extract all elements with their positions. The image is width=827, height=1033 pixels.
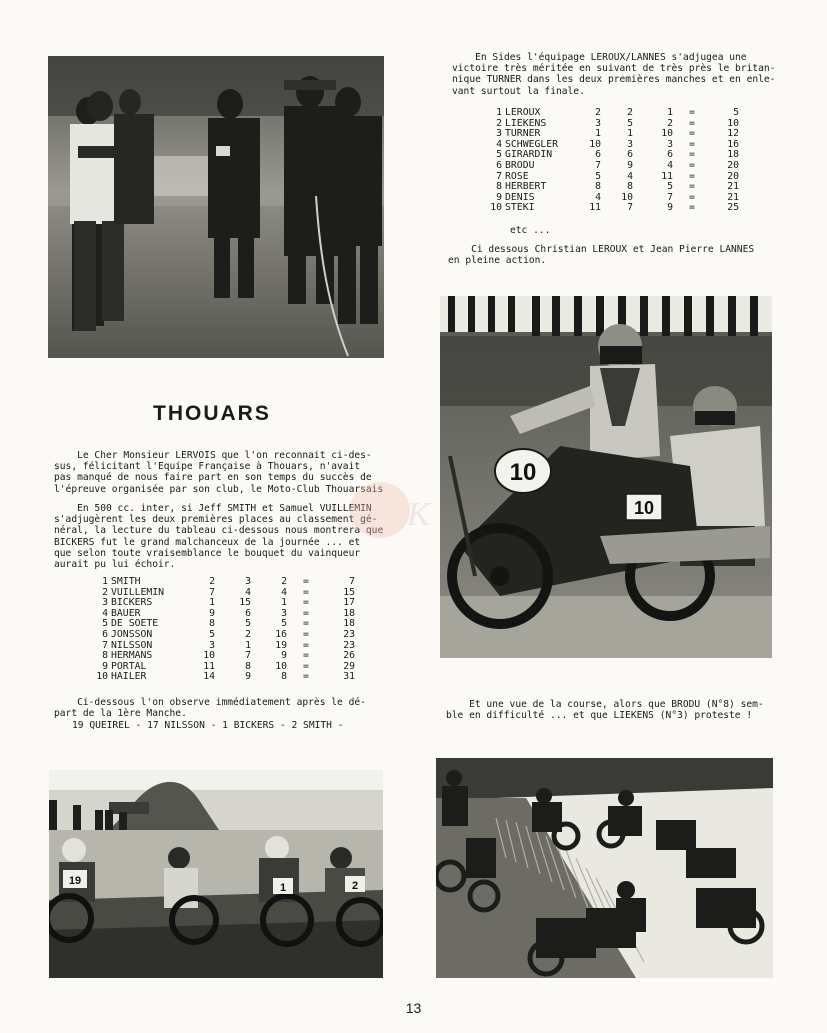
result-rider-name: GIRARDIN [505,149,553,161]
result-heat-2: 1 [245,639,251,651]
thouars-results-table [90,577,355,683]
result-heat-2: 8 [627,181,633,193]
result-equals: = [303,671,309,683]
result-total: 12 [727,128,739,140]
result-rider-name: VUILLEMIN [111,586,165,598]
result-heat-1: 14 [203,671,215,683]
result-total: 18 [727,149,739,161]
result-heat-1: 5 [595,170,601,182]
result-heat-2: 15 [239,597,251,609]
result-heat-2: 10 [621,191,633,203]
photo-race-start [49,770,383,978]
result-heat-2: 5 [627,117,633,129]
result-heat-2: 2 [627,107,633,118]
result-heat-3: 5 [667,181,673,193]
result-total: 15 [343,586,355,598]
result-position: 7 [496,170,502,182]
result-rider-name: NILSSON [111,639,153,651]
photo-sidecar-action [440,296,772,658]
result-heat-2: 8 [245,660,251,672]
result-equals: = [689,202,695,214]
result-rider-name: LIEKENS [505,117,547,129]
result-rider-name: HAILER [111,671,147,683]
result-heat-2: 9 [245,671,251,683]
result-heat-3: 16 [275,628,287,640]
result-equals: = [303,618,309,630]
result-rider-name: ROSE [505,170,529,182]
result-row [90,577,355,588]
result-equals: = [689,170,695,182]
result-rider-name: BAUER [111,607,141,619]
result-heat-3: 3 [667,138,673,150]
result-equals: = [689,128,695,140]
logo-watermark [345,470,435,554]
result-total: 23 [343,628,355,640]
result-rider-name: LEROUX [505,107,541,118]
result-position: 7 [102,639,108,651]
sidecar-plate-1: 10 [509,459,537,486]
result-heat-3: 4 [281,586,287,598]
result-rider-name: TURNER [505,128,541,140]
start-plate-1: 19 [68,875,82,887]
result-heat-2: 4 [245,586,251,598]
sidecar-plate-2: 10 [633,498,655,518]
photo-handshake [48,56,384,358]
result-heat-1: 10 [589,138,601,150]
result-heat-3: 1 [281,597,287,609]
result-position: 10 [96,671,108,683]
result-rider-name: JONSSON [111,628,153,640]
result-heat-1: 7 [209,586,215,598]
start-plate-2: 1 [279,882,287,894]
result-rider-name: DE SOETE [111,618,159,630]
result-total: 25 [727,202,739,214]
result-position: 6 [102,628,108,640]
result-position: 2 [102,586,108,598]
result-equals: = [303,650,309,662]
result-heat-2: 6 [245,607,251,619]
result-row [486,161,739,172]
result-position: 6 [496,159,502,171]
result-rider-name: HERBERT [505,181,547,193]
result-position: 5 [102,618,108,630]
result-heat-1: 2 [209,576,215,587]
sides-results-table [486,108,739,214]
result-heat-3: 2 [667,117,673,129]
result-equals: = [303,597,309,609]
result-heat-3: 3 [281,607,287,619]
caption-start: Ci-dessous l'on observe immédiatement après le dé- part de la 1ère Manche. [54,697,366,720]
result-heat-3: 1 [667,107,673,118]
result-heat-1: 7 [595,159,601,171]
result-total: 31 [343,671,355,683]
result-total: 21 [727,191,739,203]
result-rider-name: STEKI [505,202,535,214]
result-rider-name: PORTAL [111,660,147,672]
result-rider-name: DENIS [505,191,535,203]
result-heat-3: 2 [281,576,287,587]
result-heat-2: 5 [245,618,251,630]
result-heat-1: 6 [595,149,601,161]
result-total: 20 [727,159,739,171]
result-heat-2: 7 [245,650,251,662]
result-total: 18 [343,607,355,619]
result-heat-1: 4 [595,191,601,203]
result-position: 9 [102,660,108,672]
result-equals: = [689,107,695,118]
result-heat-2: 9 [627,159,633,171]
result-heat-2: 1 [627,128,633,140]
result-row [90,630,355,641]
result-heat-3: 7 [667,191,673,203]
result-rider-name: SMITH [111,576,141,587]
result-heat-3: 10 [661,128,673,140]
photo-course-view [436,758,773,978]
result-heat-1: 9 [209,607,215,619]
result-rider-name: BICKERS [111,597,153,609]
svg-text:K: K [407,496,430,533]
result-total: 20 [727,170,739,182]
result-rider-name: SCHWEGLER [505,138,559,150]
result-heat-3: 4 [667,159,673,171]
thouars-para-500cc: En 500 cc. inter, si Jeff SMITH et Samuel VUILLEMIN s'adjugèrent les deux premières places au classement néral, la lecture du tableau ci-dessous nous montrera BICKERS fut le grand malchanceux de la journée ... et que selon toute vraisemblance le bouquet du vainqueur aurait pu lui échoir. [54,503,372,571]
page-number: 13 [405,1000,422,1016]
result-heat-2: 4 [627,170,633,182]
result-total: 18 [343,618,355,630]
result-equals: = [689,138,695,150]
sides-intro: En Sides l'équipage LEROUX/LANNES s'adjugea une victoire très méritée en suivant de très près le britan- nique TURNER dans les deux premières manches et en enle- vant surtout la finale. [452,52,776,97]
article-title: THOUARS [153,402,271,425]
result-equals: = [303,607,309,619]
result-heat-3: 9 [667,202,673,214]
result-equals: = [303,660,309,672]
result-position: 9 [496,191,502,203]
result-position: 3 [496,128,502,140]
result-total: 16 [727,138,739,150]
thouars-para-intro: Le Cher Monsieur LERVOIS que l'on reconnait ci-des- sus, félicitant l'Equipe Française à Thouars, n'avait pas manqué de nous faire part en son temps du succès de l'épreuve organisée par son club, le Moto-Club Thouarsais [54,450,384,495]
result-equals: = [689,149,695,161]
result-position: 4 [496,138,502,150]
result-position: 1 [496,107,502,118]
result-heat-3: 19 [275,639,287,651]
result-heat-2: 6 [627,149,633,161]
result-heat-1: 8 [209,618,215,630]
result-equals: = [303,628,309,640]
result-heat-3: 6 [667,149,673,161]
start-plate-3: 2 [351,880,359,892]
result-equals: = [303,576,309,587]
result-total: 26 [343,650,355,662]
result-heat-1: 1 [595,128,601,140]
result-heat-3: 11 [661,170,673,182]
result-position: 2 [496,117,502,129]
result-total: 7 [349,576,355,587]
result-total: 17 [343,597,355,609]
result-heat-1: 11 [203,660,215,672]
result-rider-name: HERMANS [111,650,153,662]
result-equals: = [689,117,695,129]
result-heat-3: 8 [281,671,287,683]
result-equals: = [689,191,695,203]
result-equals: = [689,159,695,171]
result-row [486,108,739,119]
result-heat-2: 3 [245,576,251,587]
result-position: 10 [490,202,502,214]
result-row [486,203,739,214]
result-heat-1: 3 [595,117,601,129]
result-position: 8 [496,181,502,193]
caption-riders: 19 QUEIREL - 17 NILSSON - 1 BICKERS - 2 SMITH - [72,720,344,731]
result-heat-3: 9 [281,650,287,662]
result-heat-3: 10 [275,660,287,672]
result-total: 23 [343,639,355,651]
result-heat-1: 1 [209,597,215,609]
result-position: 3 [102,597,108,609]
result-equals: = [689,181,695,193]
caption-leroux-lannes: Ci dessous Christian LEROUX et Jean Pierre LANNES en pleine action. [448,244,755,267]
result-total: 5 [733,107,739,118]
result-total: 29 [343,660,355,672]
result-equals: = [303,639,309,651]
result-heat-1: 10 [203,650,215,662]
result-heat-1: 5 [209,628,215,640]
result-position: 1 [102,576,108,587]
result-heat-2: 3 [627,138,633,150]
result-position: 5 [496,149,502,161]
result-row [90,672,355,683]
result-heat-1: 3 [209,639,215,651]
result-total: 10 [727,117,739,129]
result-position: 8 [102,650,108,662]
result-heat-3: 5 [281,618,287,630]
result-total: 21 [727,181,739,193]
result-heat-1: 11 [589,202,601,214]
sides-etc: etc ... [510,225,551,236]
result-heat-1: 8 [595,181,601,193]
result-rider-name: BRODU [505,159,535,171]
result-heat-2: 2 [245,628,251,640]
result-heat-2: 7 [627,202,633,214]
caption-course-view: Et une vue de la course, alors que BRODU (N°8) sem- ble en difficulté ... et que LIEKENS (N°3) proteste ! [446,699,764,722]
result-heat-1: 2 [595,107,601,118]
result-position: 4 [102,607,108,619]
result-equals: = [303,586,309,598]
